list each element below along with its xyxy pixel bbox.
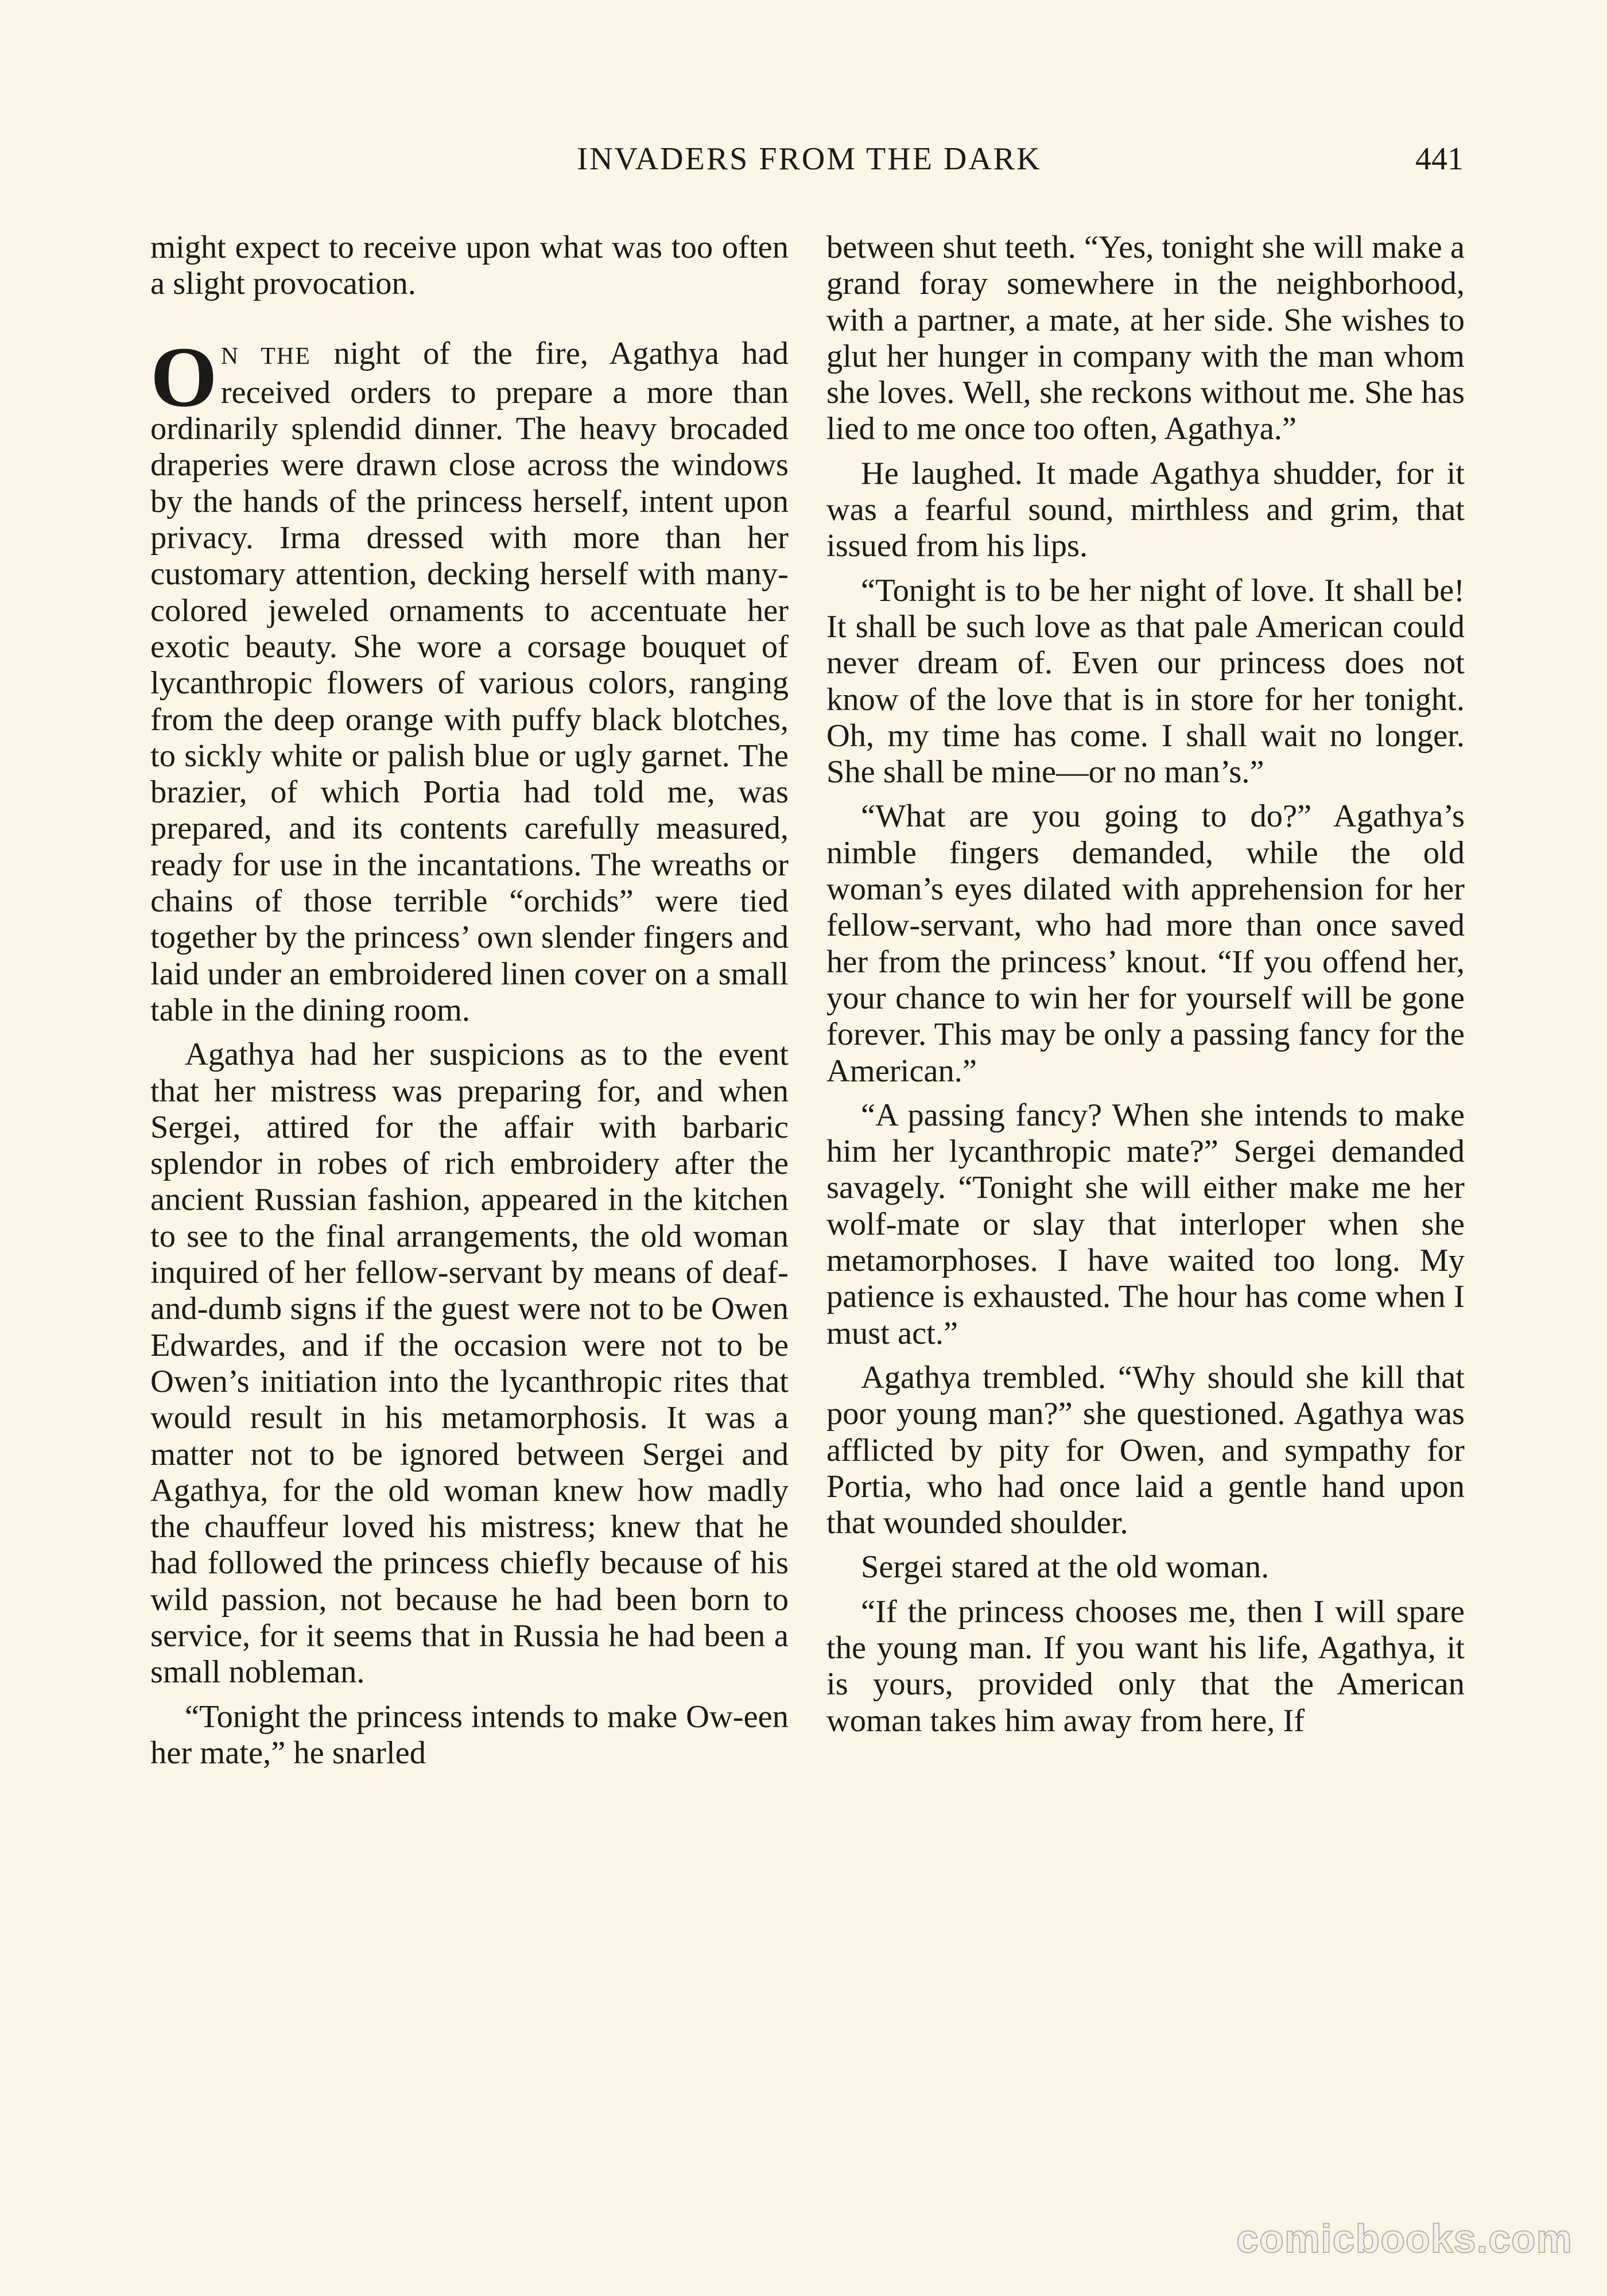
smallcaps-lead: N THE (220, 343, 311, 370)
paragraph: Sergei stared at the old woman. (861, 1549, 1270, 1585)
page-number: 441 (1415, 141, 1464, 177)
running-header (155, 141, 1464, 192)
paragraph: “If the princess chooses me, then I will spare the young man. If you want his life, Agathya, it is yours, provided only that the American woman takes him away from here, If (826, 1593, 1465, 1739)
left-column (150, 230, 789, 1771)
paragraph: “Tonight the princess intends to make Ow-een her mate,” he snarled (150, 1698, 789, 1771)
paragraph-text: night of the fire, Agathya had received orders to prepare a more than ordinarily splendid dinner. The heavy brocaded draperies were drawn close across the windows by the hands of the princess herself, intent upon privacy. Irma dressed with more than her customary attention, decking herself with many-colored jeweled ornaments to accentuate her exotic beauty. She wore a corsage bouquet of lycanthropic flowers of various colors, ranging from the deep orange with puffy black blotches, to sickly white or palish blue or ugly garnet. The brazier, of which Portia had told me, was prepared, and its contents carefully measured, ready for use in the incantations. The wreaths or chains of those terrible “orchids” were tied together by the princess’ own slender fingers and laid under an embroidered linen cover on a small table in the dining room. (150, 335, 789, 1028)
watermark-logo: comicbooks.com (1236, 2216, 1573, 2261)
paragraph: might expect to receive upon what was too often a slight provocation. (150, 230, 789, 302)
paragraph: “Tonight is to be her night of love. It shall be! It shall be such love as that pale American could never dream of. Even our princess does not know of the love that is in store for her tonight. Oh, my time has come. I shall wait no longer. She shall be mine—or no man’s.” (826, 572, 1465, 790)
paragraph-dropcap (150, 329, 789, 1029)
paragraph: between shut teeth. “Yes, tonight she will make a grand foray somewhere in the neighborhood, with a partner, a mate, at her side. She wishes to glut her hunger in company with the man whom she loves. Well, she reckons without me. She has lied to me once too often, Agathya.” (826, 230, 1465, 447)
paragraph: He laughed. It made Agathya shudder, for it was a fearful sound, mirthless and grim, that issued from his lips. (826, 455, 1465, 564)
paragraph: Agathya trembled. “Why should she kill that poor young man?” she questioned. Agathya was afflicted by pity for Owen, and sympathy for Portia, who had once laid a gentle hand upon that wounded shoulder. (826, 1359, 1465, 1541)
right-column (826, 230, 1465, 1739)
paragraph: “A passing fancy? When she intends to make him her lycanthropic mate?” Sergei demanded savagely. “Tonight she will either make me her wolf-mate or slay that interloper when she metamorphoses. I have waited too long. My patience is exhausted. The hour has come when I must act.” (826, 1097, 1465, 1351)
paragraph: “What are you going to do?” Agathya’s nimble fingers demanded, while the old woman’s eyes dilated with apprehension for her fellow-servant, who had more than once saved her from the princess’ knout. “If you offend her, your chance to win her for yourself will be gone forever. This may be only a passing fancy for the American.” (826, 798, 1465, 1089)
running-title: INVADERS FROM THE DARK (577, 141, 1042, 177)
paragraph: Agathya had her suspicions as to the event that her mistress was preparing for, and when Sergei, attired for the affair with barbaric splendor in robes of rich embroidery after the ancient Russian fashion, appeared in the kitchen to see to the final arrangements, the old woman inquired of her fellow-servant by means of deaf-and-dumb signs if the guest were not to be Owen Edwardes, and if the occasion were not to be Owen’s initiation into the lycanthropic rites that would result in his metamorphosis. It was a matter not to be ignored between Sergei and Agathya, for the old woman knew how madly the chauffeur loved his mistress; knew that he had followed the princess chiefly because of his wild passion, not because he had been born to service, for it seems that in Russia he had been a small nobleman. (150, 1037, 789, 1690)
drop-cap: O (150, 329, 218, 425)
